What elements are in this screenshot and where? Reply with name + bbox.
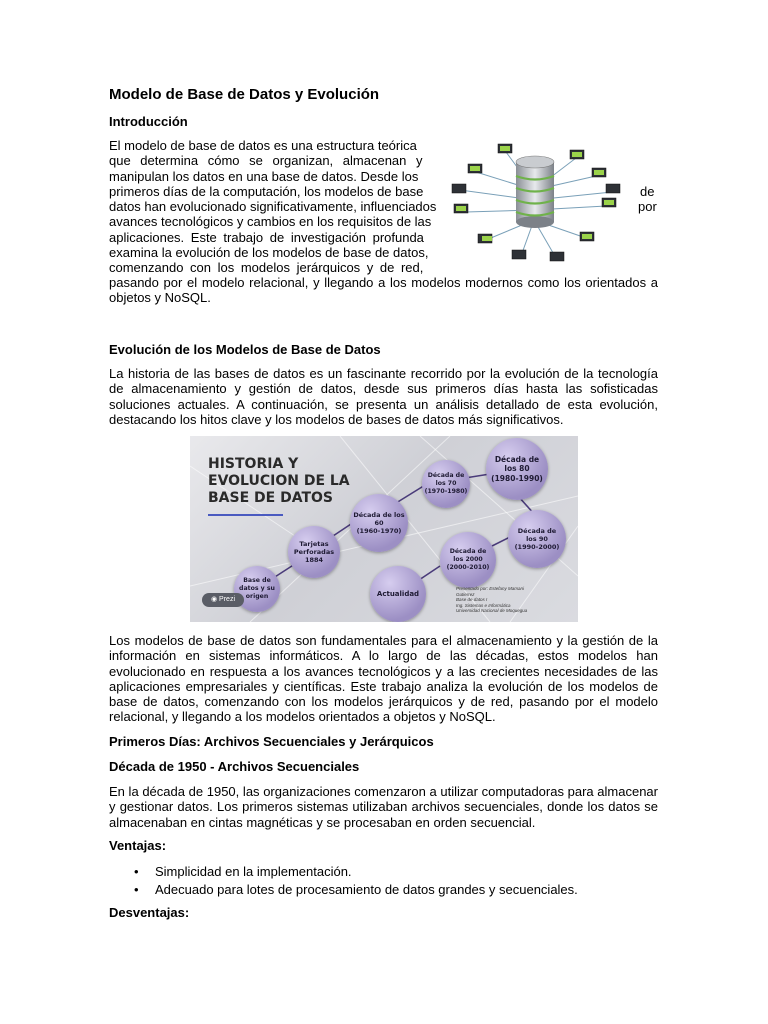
timeline-node-d2000 [440, 532, 496, 588]
timeline-node-label: (1980-1990) [491, 473, 543, 483]
timeline-credits: Presentado por: Estefany Mamani Gutierrez Base de datos I Ing. Sistemas e Informática Universidad Nacional de Moquegua [456, 586, 528, 613]
prezi-icon: ◉ [210, 596, 218, 603]
decade-1950-paragraph: En la década de 1950, las organizaciones comenzaron a utilizar computadoras para almacenar y gestionar datos. Los primeros sistemas utilizaban archivos secuenciales, donde los datos se almacenaban en cintas magnéticas y se procesaban en orden secuencial. [109, 784, 658, 830]
prezi-badge: ◉ Prezi [202, 593, 244, 607]
intro-line: examina la evolución de los modelos de base de datos, [109, 245, 429, 261]
timeline-node-d80 [486, 438, 548, 500]
intro-paragraph [109, 138, 437, 276]
list-item: • Adecuado para lotes de procesamiento de datos grandes y secuenciales. [134, 882, 578, 897]
timeline-node-label: Perforadas [293, 547, 335, 556]
ventajas-list [109, 864, 658, 900]
intro-paragraph-end: pasando por el modelo relacional, y llegando a los modelos modernos como los orientados a objetos y NoSQL. [109, 275, 658, 306]
timeline-node-label: Tarjetas [299, 539, 329, 548]
timeline-node-d60 [350, 494, 408, 552]
timeline-node-label: Década de los [353, 510, 405, 519]
timeline-node-d70 [422, 460, 470, 508]
timeline-node-label: datos y su [239, 585, 275, 593]
intro-trailing-word: de [640, 184, 655, 199]
timeline-node-label: Década de [494, 455, 540, 465]
early-days-heading: Primeros Días: Archivos Secuenciales y Jerárquicos [109, 734, 434, 749]
intro-line: aplicaciones. Este trabajo de investigación profunda [109, 229, 424, 245]
intro-heading: Introducción [109, 114, 188, 129]
intro-trailing-word: por [638, 199, 657, 214]
desventajas-heading: Desventajas: [109, 905, 190, 920]
evolution-heading: Evolución de los Modelos de Base de Datos [109, 342, 381, 357]
intro-line: manipulan los datos en una base de datos. Desde los [109, 168, 419, 184]
timeline-node-label: 60 [374, 518, 384, 527]
timeline-node-d90 [508, 510, 566, 568]
timeline-node-label: Década de [517, 526, 557, 535]
timeline-node-label: (1970-1980) [424, 487, 468, 495]
evolution-paragraph-2: Los modelos de base de datos son fundamentales para el almacenamiento y la gestión de la información en sistemas informáticos. A lo largo de las décadas, estos modelos han evolucionado en respuesta a los avances tecnológicos y a las crecientes necesidades de las aplicaciones empresariales y científicas. Este trabajo analiza la evolución de los modelos de base de datos, comenzando con los modelos jerárquicos y de red, pasando por el modelo relacional, y llegando a los modelos orientados a objetos y NoSQL. [109, 633, 658, 725]
timeline-title: HISTORIA Y EVOLUCION DE LA BASE DE DATOS [208, 456, 350, 506]
timeline-node-label: Actualidad [376, 589, 420, 598]
timeline-node-tarjetas [288, 526, 340, 578]
list-item: • Simplicidad en la implementación. [134, 864, 352, 879]
intro-line: El modelo de base de datos es una estructura teórica [109, 138, 417, 153]
timeline-node-label: (2000-2010) [446, 563, 490, 571]
timeline-node-label: los 90 [526, 534, 548, 543]
intro-line: datos han evolucionado significativamente, influenciados [109, 199, 437, 215]
database-server-network-icon [446, 140, 622, 266]
page-title: Modelo de Base de Datos y Evolución [109, 86, 380, 103]
timeline-node-label: Década de [449, 548, 487, 556]
timeline-node-label: los 2000 [453, 556, 483, 564]
timeline-node-label: (1990-2000) [514, 543, 560, 552]
ventajas-heading: Ventajas: [109, 838, 167, 853]
decade-1950-heading: Década de 1950 - Archivos Secuenciales [109, 759, 360, 774]
intro-line: primeros días de la computación, los modelos de base [109, 183, 424, 199]
timeline-node-label: origen [245, 592, 269, 600]
intro-line: que determina cómo se organizan, almacenan y [109, 153, 423, 169]
timeline-node-label: los 80 [504, 464, 530, 474]
timeline-node-label: los 70 [435, 480, 457, 488]
timeline-node-label: 1884 [304, 556, 324, 565]
timeline-title-underline [208, 514, 283, 516]
timeline-node-actual [370, 566, 426, 622]
timeline-node-label: Década de [427, 472, 465, 480]
timeline-node-label: Base de [243, 577, 271, 585]
intro-line: comenzando con los modelos jerárquicos y de red, [109, 260, 424, 276]
evolution-paragraph-1: La historia de las bases de datos es un fascinante recorrido por la evolución de la tecnología de almacenamiento y gestión de datos, desde sus primeros días hasta las sofisticadas soluciones actuales. A continuación, se presenta un análisis detallado de esta evolución, destacando los hitos clave y los modelos de bases de datos más significativos. [109, 366, 658, 427]
intro-line: avances tecnológicos y cambios en los requisitos de las [109, 214, 432, 230]
timeline-image [190, 436, 578, 622]
timeline-node-label: (1960-1970) [356, 527, 402, 536]
